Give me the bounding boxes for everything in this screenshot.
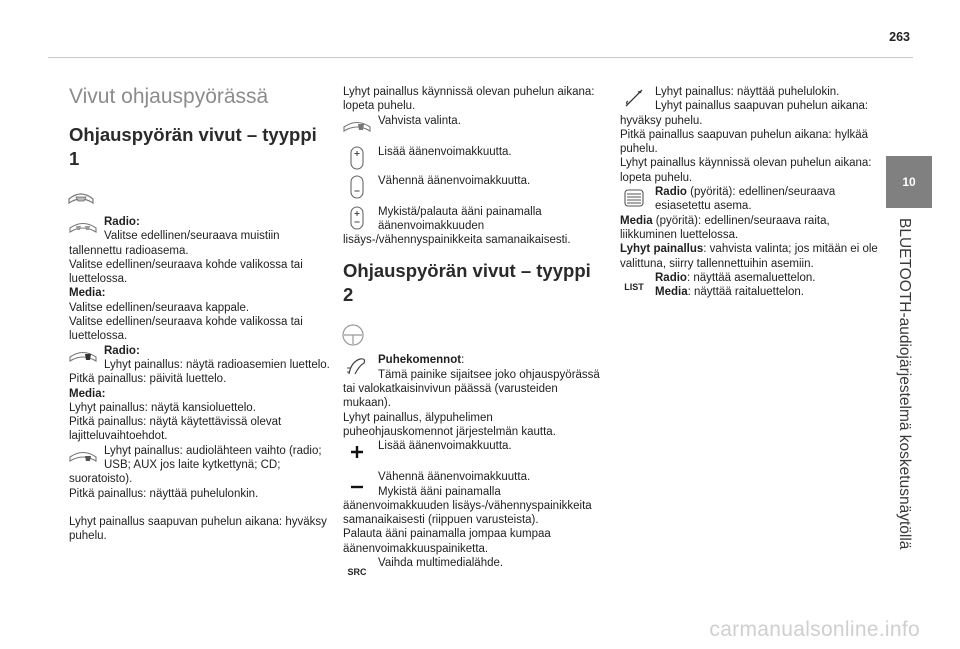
chapter-number: 10 — [902, 175, 916, 189]
type2-volume-up-entry: Lisää äänenvoimakkuutta. — [343, 439, 605, 464]
thumbwheel-entry: Radio (pyöritä): edellinen/seuraava esiasetettu asema. — [620, 185, 882, 214]
steering-source-button-icon — [66, 445, 100, 469]
page-number: 263 — [889, 30, 910, 44]
chapter-title — [892, 218, 926, 578]
source-entry: Lyhyt painallus: audiolähteen vaihto (radio; USB; AUX jos laite kytkettynä; CD; suoratoisto). Pitkä painallus: näyttää puhelulonkin. — [69, 444, 331, 501]
mute-entry: Mykistä/palauta ääni painamalla äänenvoimakkuuden lisäys-/vähennyspainikkeita samanaikaisesti. — [343, 205, 605, 248]
radio-list-entry: Radio: Lyhyt painallus: näytä radioasemien luettelo. Pitkä painallus: päivitä luettelo. — [69, 344, 331, 387]
phone-icon — [617, 86, 651, 110]
section2-title: Ohjauspyörän vivut – tyyppi 2 — [343, 260, 591, 306]
answer-call-text: Lyhyt painallus saapuvan puhelun aikana: hyväksy puhelu. — [69, 515, 327, 543]
column-left: Vivut ohjauspyörässä Ohjauspyörän vivut – tyyppi 1 Radio: Valitse edellinen/seuraava muistiin tallennettu radioasema. Valitse edellinen/seuraava kohde valikossa tai luettelossa. Media: Valitse edellinen/seuraava kappale. Valitse edellinen/seuraava kohde valikossa tai luettelossa. Radio: Lyhyt painallus: näytä radioasemien luettelo. Pitkä painallus: päivitä luettelo. Media: Lyhyt painallus: näytä kansioluettelo. Pitkä painallus: näytä käytettävissä olevat lajitteluvaihtoehdot. Lyhyt painallus: audiolähteen vaihto (radio; USB; AUX jos laite kytkettynä; CD; suoratoisto). Pitkä painallus: näyttää puhelulonkin. Lyhyt painallus saapuvan puhelun aikana: hyväksy puhelu. — [69, 82, 331, 544]
volume-up-entry: Lisää äänenvoimakkuutta. — [343, 145, 605, 170]
column-middle: Lyhyt painallus käynnissä olevan puhelun aikana: lopeta puhelu. Vahvista valinta. Lisää äänenvoimakkuutta. Vähennä äänenvoimakkuutta. Mykistä/palauta ääni painamalla äänenvoimakkuuden lisäys-/vähennyspainikkeita samanaikaisesti. Ohjauspyörän vivut – tyyppi 2 Puhekomennot: Tämä painike sijaitsee joko ohjauspyörässä tai valokatkaisinvivun päässä (varusteiden mukaan). Lyhyt painallus, älypuhelimen puheohjauskomennot järjestelmän kautta. Lisää äänenvoimakkuutta. Vähennä äänenvoimakkuutta. Mykistä ääni painamalla äänenvoimakkuuden lisäys-/vähennyspainikkeita samanaikaisesti (riippuen varusteista). Palauta ääni painamalla jompaa kumpaa äänenvoimakkuuspainiketta. SRC Vaihda multimedialähde. — [343, 82, 605, 579]
phone-entry: Lyhyt painallus: näyttää puhelulokin. Lyhyt painallus saapuvan puhelun aikana: hyväksy puhelu. — [620, 85, 882, 128]
volume-wheel-up-icon — [340, 146, 374, 170]
steering-list-button-icon — [66, 345, 100, 369]
src-icon: SRC — [347, 566, 367, 577]
confirm-entry: Vahvista valinta. — [343, 114, 605, 139]
volume-wheel-down-icon — [340, 175, 374, 199]
steering-control-type1-icon — [66, 185, 102, 213]
section1-title: Ohjauspyörän vivut – tyyppi 1 — [69, 124, 317, 169]
column-right: Lyhyt painallus: näyttää puhelulokin. Lyhyt painallus saapuvan puhelun aikana: hyväksy puhelu. Pitkä painallus saapuvan puhelun aikana: hylkää puhelu. Lyhyt painallus käynnissä olevan puhelun aikana: lopeta puhelu. Radio (pyöritä): edellinen/seuraava esiasetettu asema. Media (pyöritä): edellinen/seuraava raita, liikkuminen luettelossa. Lyhyt painallus: vahvista valinta; jos mitään ei ole valittuna, siirry tallennettuihin asemiin. LIST Radio: näyttää asemaluettelon. Media: näyttää raitaluettelon. — [620, 82, 882, 299]
radio-presets-entry: Radio: Valitse edellinen/seuraava muistiin tallennettu radioasema. Valitse edellinen/seuraava kohde valikossa tai luettelossa. — [69, 215, 331, 286]
voice-command-entry: Puhekomennot: Tämä painike sijaitsee joko ohjauspyörässä tai valokatkaisinvivun päässä (varusteiden mukaan). Lyhyt painallus, älypuhelimen puheohjauskomennot järjestelmän kautta. — [343, 353, 605, 439]
chapter-tab[interactable] — [886, 156, 932, 208]
list-entry: LIST Radio: näyttää asemaluettelon. Media: näyttää raitaluettelon. — [620, 271, 882, 300]
type2-volume-down-entry: Vähennä äänenvoimakkuutta. Mykistä ääni painamalla äänenvoimakkuuden lisäys-/vähennyspainikkeita samanaikaisesti (riippuen varusteista). — [343, 470, 605, 527]
steering-press-icon — [340, 115, 374, 139]
steering-left-buttons-icon — [66, 216, 100, 240]
thumbwheel-icon — [617, 186, 651, 210]
watermark: carmanualsonline.info — [709, 618, 920, 641]
volume-down-entry: Vähennä äänenvoimakkuutta. — [343, 174, 605, 199]
hangup-text: Lyhyt painallus käynnissä olevan puhelun aikana: lopeta puhelu. — [343, 86, 595, 113]
minus-icon — [340, 471, 374, 495]
list-icon: LIST — [624, 281, 644, 292]
steering-control-type2-icon — [340, 321, 376, 349]
voice-command-icon — [340, 354, 374, 378]
plus-icon — [340, 440, 374, 464]
source-switch-entry: SRC Vaihda multimedialähde. — [343, 556, 605, 579]
chapter-title-text: BLUETOOTH-audiojärjestelmä kosketusnäytöllä — [896, 218, 913, 550]
volume-wheel-mute-icon — [340, 206, 374, 230]
page-title: Vivut ohjauspyörässä — [69, 85, 269, 108]
header-divider — [48, 57, 913, 58]
